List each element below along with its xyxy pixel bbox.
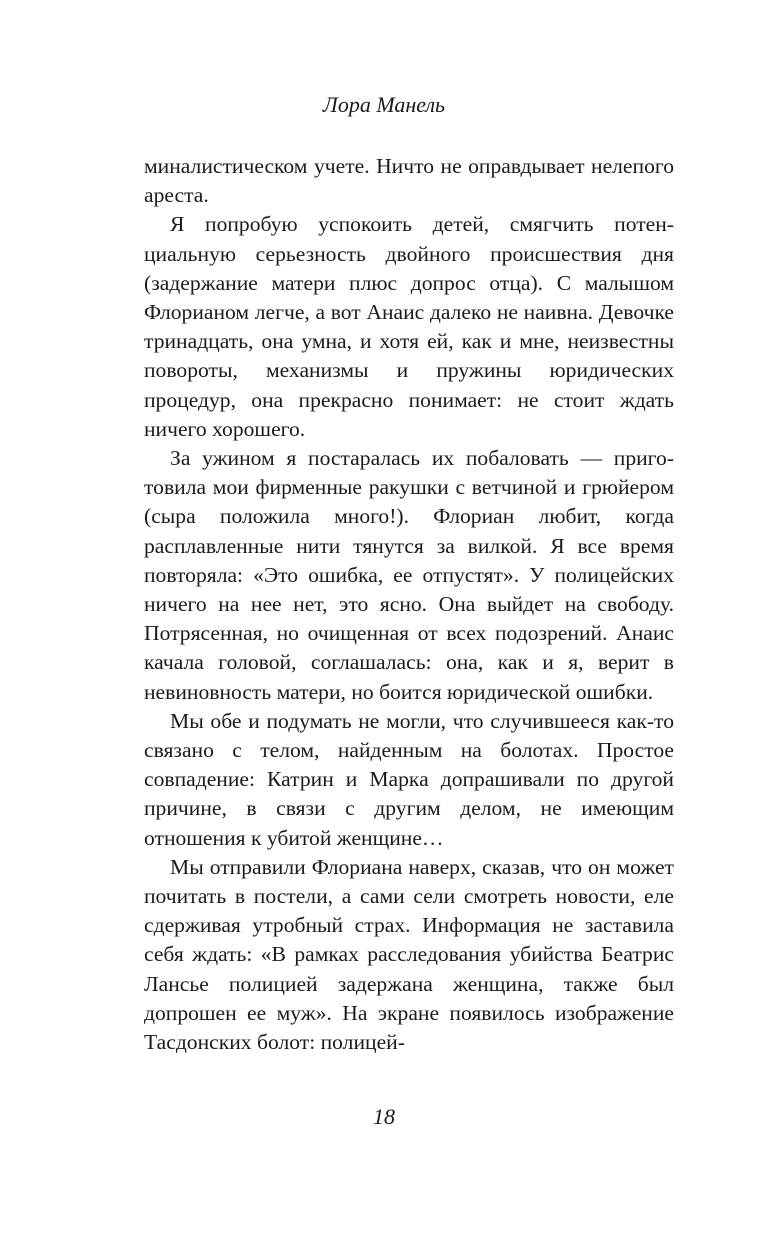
paragraph-4: Мы обе и подумать не могли, что случившееся как-то связано с телом, найденным на болотах. Простое совпадение: Катрин и Марка допрашивали по другой причине, в связи с другим делом, не имеющим отношения к убитой женщине… [144,708,674,850]
paragraph-2: Я попробую успокоить детей, смягчить потенциальную серьезность двойного происшествия дня (задержание матери плюс допрос отца). С малышом Флорианом легче, а вот Анаис далеко не наивна. Девочке тринадцать, она умна, и хотя ей, как и мне, неизвестны повороты, механизмы и пружины юридических процедур, она прекрасно понимает: не стоит ждать ничего хорошего. [144,212,674,441]
paragraph-1: миналистическом учете. Ничто не оправдывает нелепого ареста. [144,154,674,208]
page-number: 18 [373,1104,395,1129]
paragraph-3: За ужином я постаралась их побаловать — приготовила мои фирменные ракушки с ветчиной и грюйером (сыра положила много!). Флориан любит, когда расплавленные нити тянутся за вилкой. Я все время повторяла: «Это ошибка, ее отпустят». У полицейских ничего на нее нет, это ясно. Она выйдет на свободу. Потрясенная, но очищенная от всех подозрений. Анаис качала головой, соглашалась: она, как и я, верит в невиновность матери, но боится юридической ошибки. [144,446,674,704]
paragraph-5: Мы отправили Флориана наверх, сказав, что он может почитать в постели, а сами сели смотреть новости, еле сдерживая утробный страх. Информация не заставила себя ждать: «В рамках расследования убийства Беатрис Лансье полицией задержана женщина, также был допрошен ее муж». На экране появилось изображение Тасдонских болот: полицей- [144,854,674,1055]
body-text [144,152,674,1057]
running-head-author: Лора Манель [322,92,446,117]
